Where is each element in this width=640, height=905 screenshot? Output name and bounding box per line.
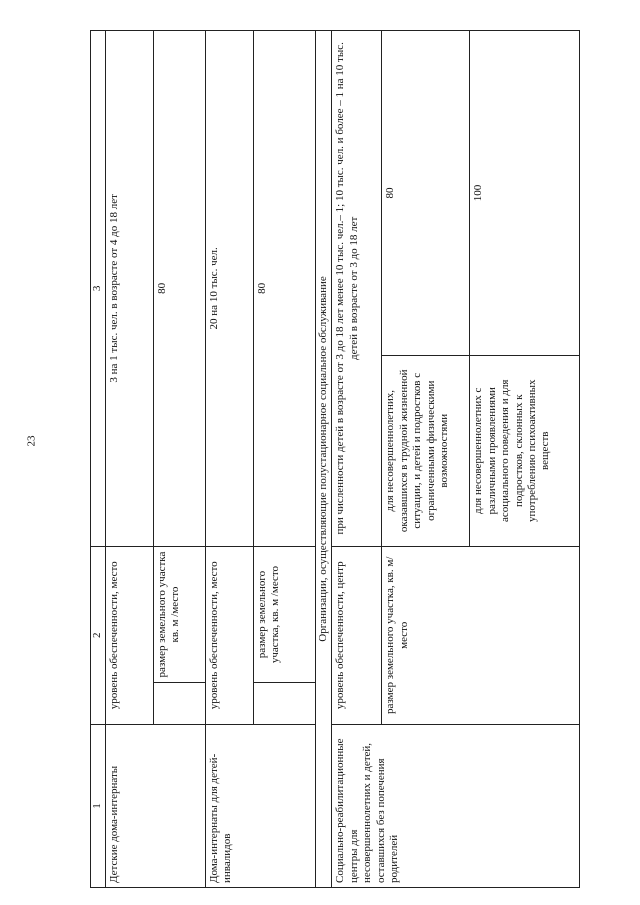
header-col3: 3 xyxy=(91,31,106,547)
provision-value: 20 на 10 тыс. чел. xyxy=(206,31,254,547)
facility-name: Детские дома-интернаты xyxy=(106,724,206,887)
provision-label: уровень обеспеченности, центр xyxy=(332,546,382,724)
provision-value: при численности детей в возрасте от 3 до 18 лет менее 10 тыс. чел.– 1; 10 тыс. чел. и более – 1 на 10 тыс. детей в возрасте от 3 до 18 лет xyxy=(332,31,382,547)
facility-name: Социально-реабилитационные центры для несовершеннолетних и детей, оставшихся без попечения родителей xyxy=(332,724,580,887)
sub-category-label: для несовершеннолетних, оказавшихся в трудной жизненной ситуации, и детей и подростков с ограниченными физическими возможностями xyxy=(382,355,470,546)
sub-category-label: для несовершеннолетних с различными проявлениями асоциального поведения и для подростков, склонных к употреблению психоактивных веществ xyxy=(470,355,580,546)
land-label: размер земельного участка кв. м /место xyxy=(154,546,206,683)
table-row xyxy=(206,31,254,888)
section-title: Организации, осуществляющие полустационарное социальное обслуживание xyxy=(316,31,332,888)
land-value: 80 xyxy=(254,31,316,547)
table-row xyxy=(332,31,382,888)
header-col1: 1 xyxy=(91,724,106,887)
rotated-table-container xyxy=(90,30,580,888)
provision-label: уровень обеспеченности, место xyxy=(206,546,254,724)
empty-cell xyxy=(254,683,316,724)
header-row xyxy=(91,31,106,888)
facility-name: Дома-интернаты для детей-инвалидов xyxy=(206,724,316,887)
land-label: размер земельного участка, кв. м /место xyxy=(254,546,316,683)
table-row xyxy=(106,31,154,888)
land-label: размер земельного участка, кв. м/место xyxy=(382,546,580,724)
provision-label: уровень обеспеченности, место xyxy=(106,546,154,724)
header-col2: 2 xyxy=(91,546,106,724)
section-banner-row xyxy=(316,31,332,888)
sub-category-value: 80 xyxy=(382,31,470,356)
norms-table xyxy=(90,30,580,888)
empty-cell xyxy=(154,683,206,724)
land-value: 80 xyxy=(154,31,206,547)
provision-value: 3 на 1 тыс. чел. в возрасте от 4 до 18 лет xyxy=(106,31,154,547)
sub-category-value: 100 xyxy=(470,31,580,356)
page-number: 23 xyxy=(25,435,38,447)
